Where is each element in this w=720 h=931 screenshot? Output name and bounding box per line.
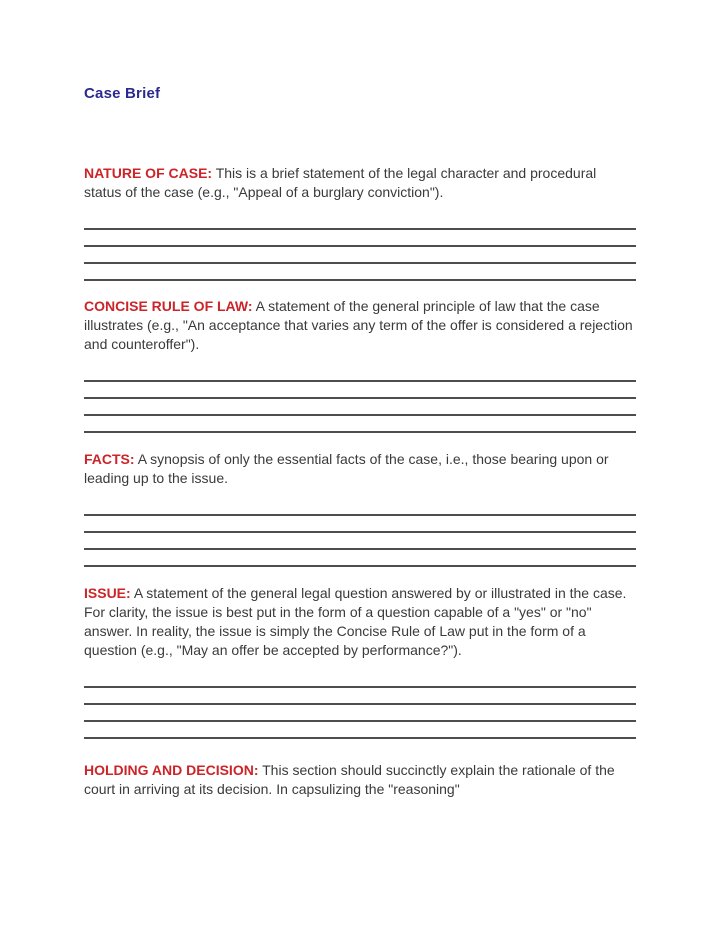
section-description: A synopsis of only the essential facts of the case, i.e., those bearing upon or leading up to the issue.	[84, 451, 609, 486]
section-heading-holding-and-decision: HOLDING AND DECISION:	[84, 762, 259, 778]
section-paragraph	[84, 164, 636, 202]
blank-line	[84, 382, 636, 399]
blank-line	[84, 550, 636, 567]
document-title: Case Brief	[84, 85, 161, 102]
section-description: A statement of the general principle of law that the case illustrates (e.g., "An acceptance that varies any term of the offer is considered a rejection and counteroffer").	[84, 298, 633, 352]
blank-lines-group	[84, 499, 636, 567]
section-heading-nature-of-case: NATURE OF CASE:	[84, 165, 213, 181]
blank-lines-group	[84, 671, 636, 739]
blank-line	[84, 516, 636, 533]
section-paragraph	[84, 450, 636, 488]
section-paragraph	[84, 761, 636, 799]
blank-line	[84, 213, 636, 230]
section-facts	[84, 450, 636, 567]
blank-line	[84, 247, 636, 264]
section-paragraph	[84, 584, 636, 660]
section-description: A statement of the general legal question answered by or illustrated in the case. For clarity, the issue is best put in the form of a question capable of a "yes" or "no" answer. In reality, the issue is simply the Concise Rule of Law put in the form of a question (e.g., "May an offer be accepted by performance?").	[84, 585, 627, 658]
blank-line	[84, 671, 636, 688]
section-issue	[84, 584, 636, 739]
blank-line	[84, 230, 636, 247]
blank-line	[84, 416, 636, 433]
section-description: This is a brief statement of the legal character and procedural status of the case (e.g., "Appeal of a burglary conviction").	[84, 165, 597, 200]
blank-line	[84, 264, 636, 281]
section-heading-issue: ISSUE:	[84, 585, 131, 601]
section-nature-of-case	[84, 164, 636, 281]
section-holding-and-decision	[84, 761, 636, 799]
blank-line	[84, 399, 636, 416]
blank-line	[84, 533, 636, 550]
blank-line	[84, 499, 636, 516]
section-concise-rule-of-law	[84, 297, 636, 433]
blank-line	[84, 365, 636, 382]
section-description: This section should succinctly explain the rationale of the court in arriving at its decision. In capsulizing the "reasoning"	[84, 762, 615, 797]
blank-line	[84, 705, 636, 722]
blank-line	[84, 688, 636, 705]
section-heading-facts: FACTS:	[84, 451, 135, 467]
blank-lines-group	[84, 213, 636, 281]
section-paragraph	[84, 297, 636, 354]
blank-lines-group	[84, 365, 636, 433]
blank-line	[84, 722, 636, 739]
section-heading-concise-rule-of-law: CONCISE RULE OF LAW:	[84, 298, 253, 314]
